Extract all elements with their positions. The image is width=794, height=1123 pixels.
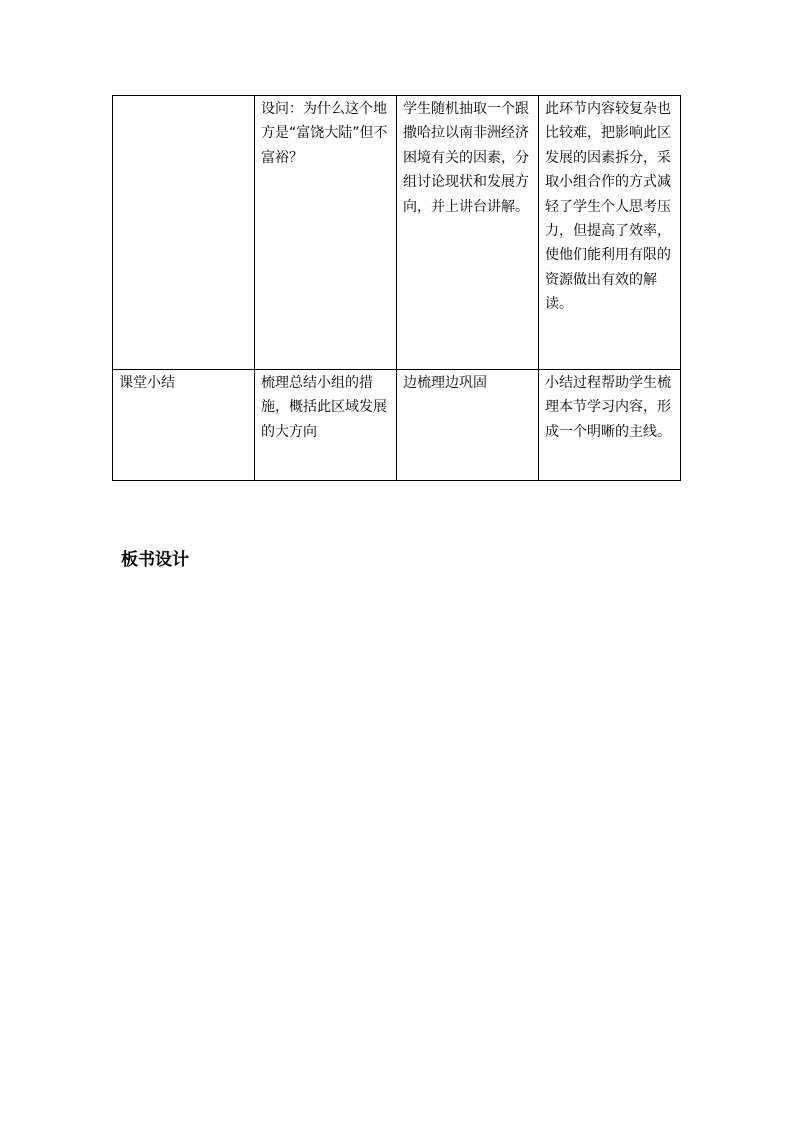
board-design-heading: 板书设计 bbox=[121, 550, 189, 570]
teacher-activity-text: 梳理总结小组的措施，概括此区域发展的大方向 bbox=[261, 375, 387, 440]
teacher-activity-cell bbox=[255, 96, 397, 370]
teacher-activity-text: 设问：为什么这个地方是“富饶大陆”但不富裕？ bbox=[261, 101, 388, 166]
table-row bbox=[113, 370, 681, 481]
student-activity-text: 学生随机抽取一个跟撒哈拉以南非洲经济困境有关的因素，分组讨论现状和发展方向，并上讲台讲解。 bbox=[403, 101, 529, 215]
lesson-plan-table bbox=[112, 95, 681, 481]
design-intent-text: 此环节内容较复杂也比较难，把影响此区发展的因素拆分，采取小组合作的方式减轻了学生个人思考压力，但提高了效率，使他们能利用有限的资源做出有效的解读。 bbox=[545, 101, 671, 313]
design-intent-text: 小结过程帮助学生梳理本节学习内容，形成一个明晰的主线。 bbox=[545, 375, 671, 440]
design-intent-cell bbox=[539, 96, 681, 370]
stage-cell bbox=[113, 370, 255, 481]
teacher-activity-cell bbox=[255, 370, 397, 481]
student-activity-text: 边梳理边巩固 bbox=[403, 375, 487, 391]
stage-text: 课堂小结 bbox=[119, 375, 175, 391]
student-activity-cell bbox=[397, 96, 539, 370]
design-intent-cell bbox=[539, 370, 681, 481]
student-activity-cell bbox=[397, 370, 539, 481]
stage-cell bbox=[113, 96, 255, 370]
table-row bbox=[113, 96, 681, 370]
